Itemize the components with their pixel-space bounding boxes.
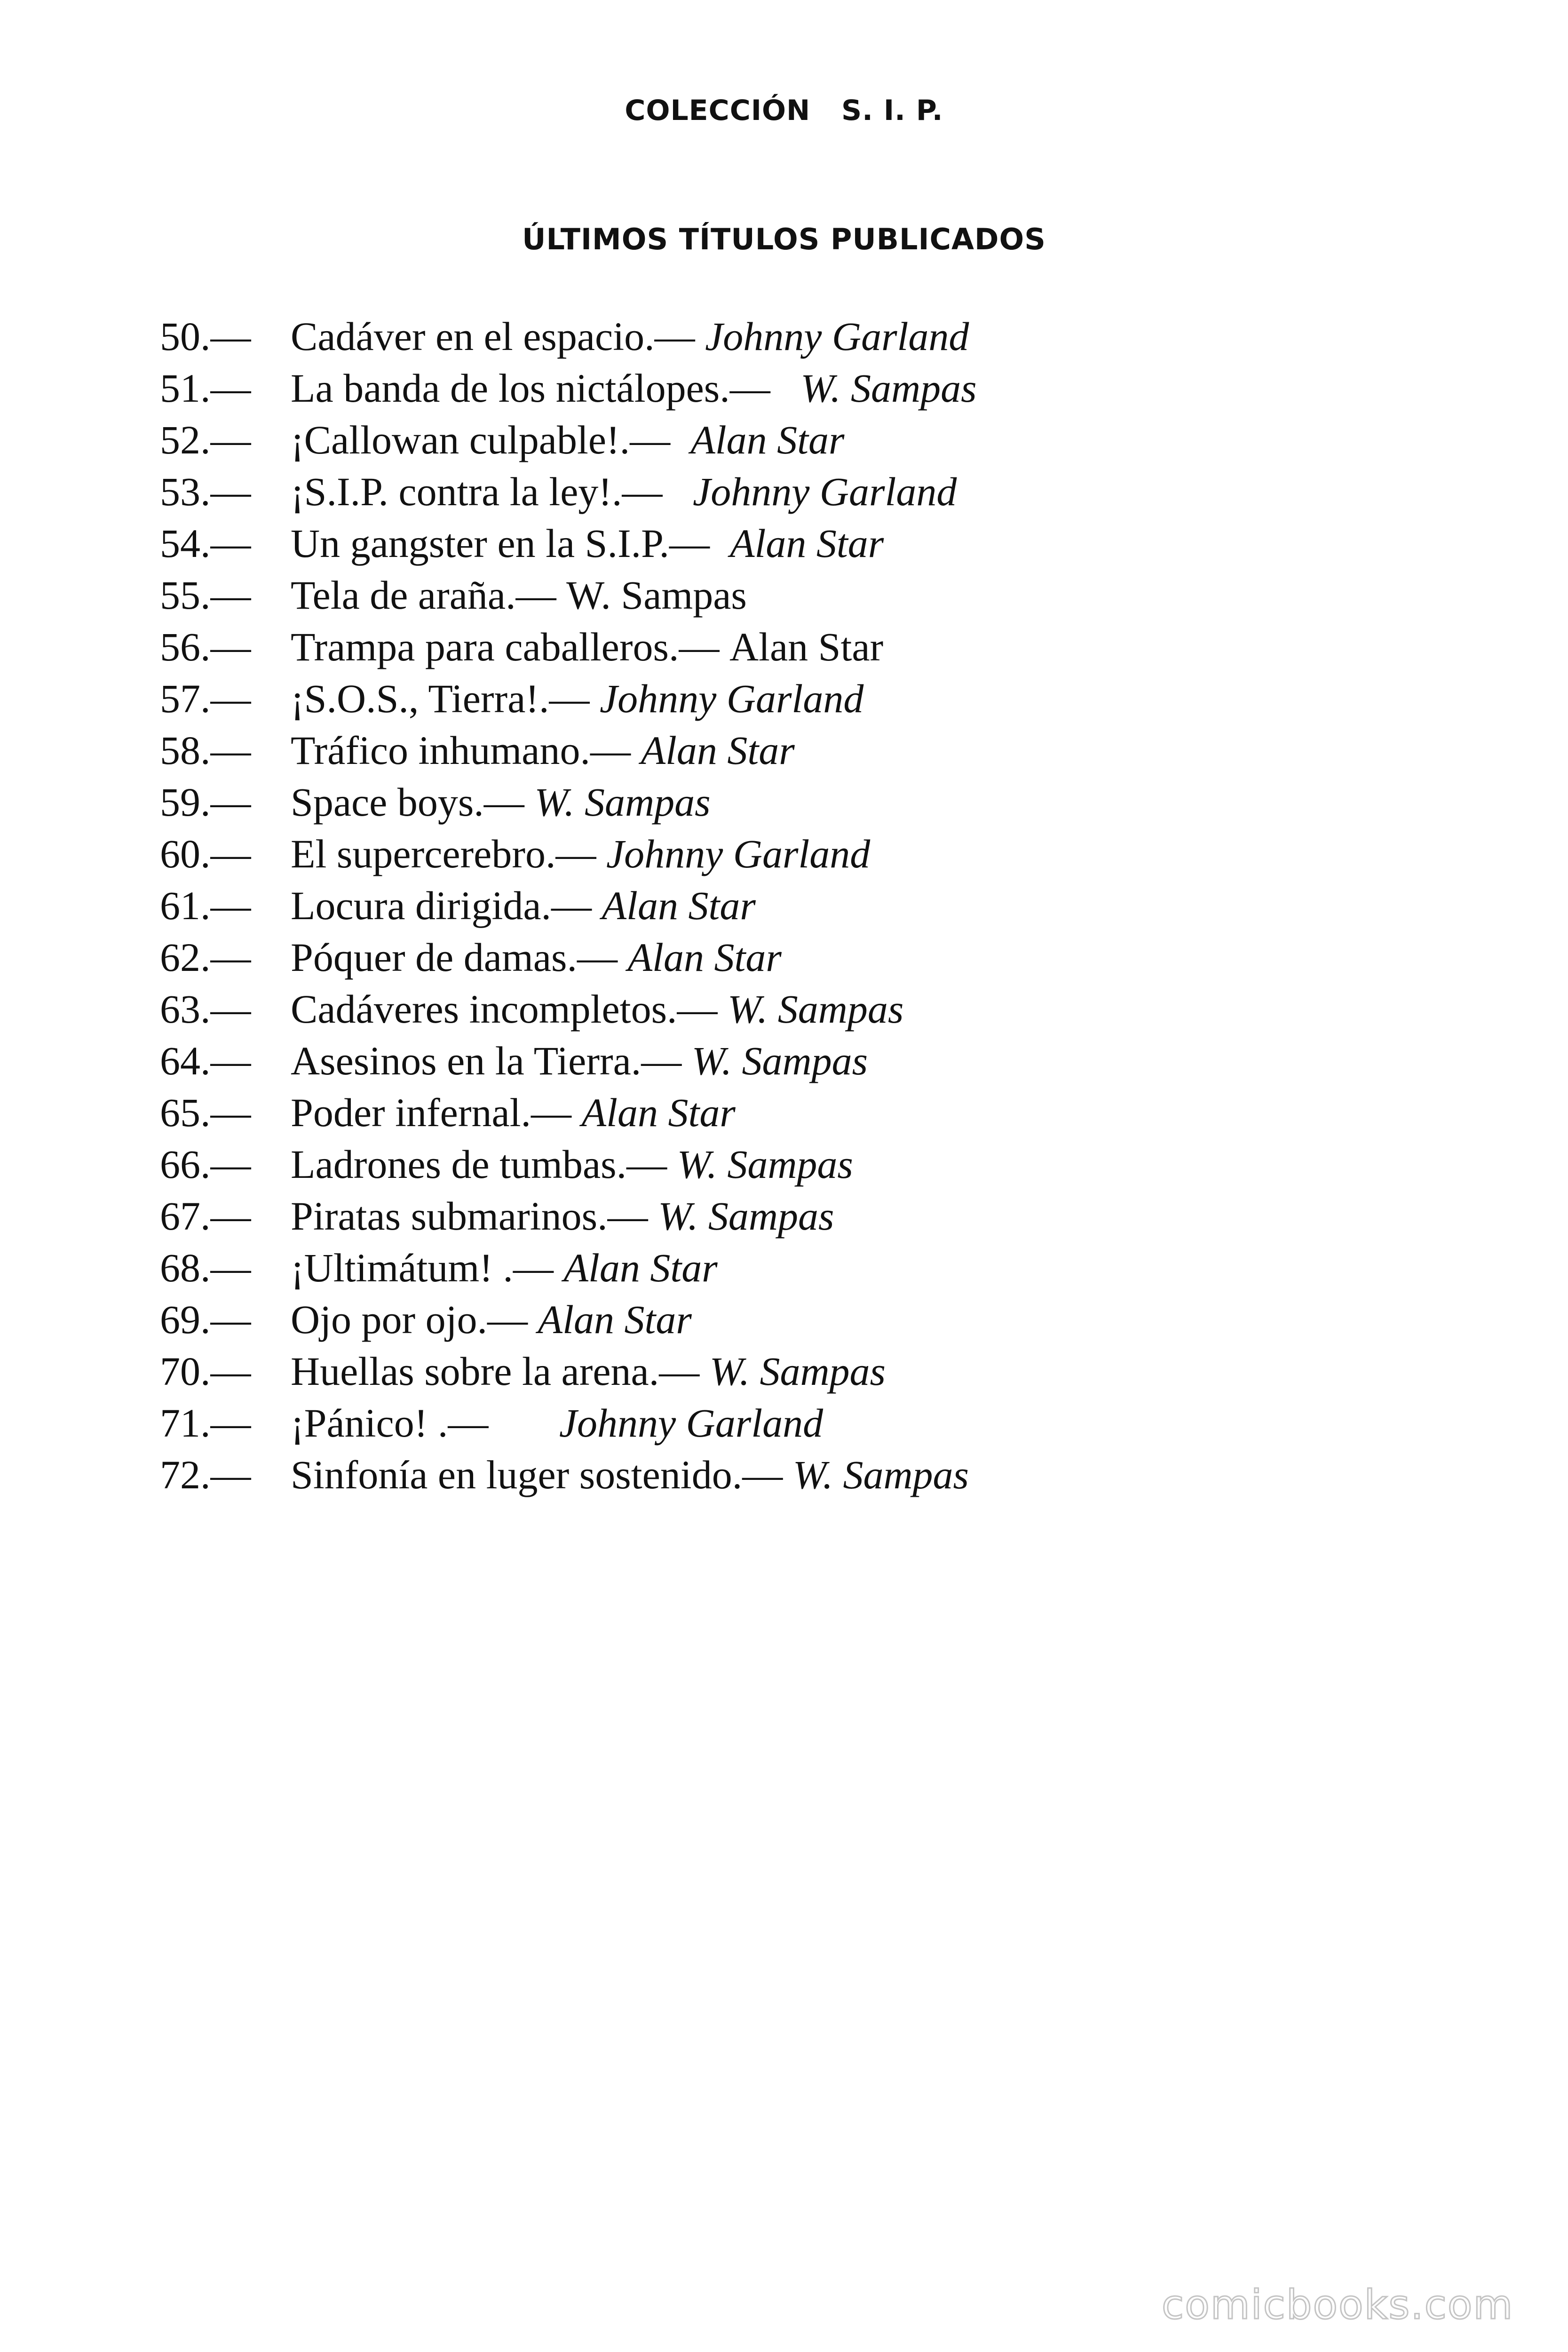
author-name: W. Sampas: [566, 572, 747, 618]
author-name: Alan Star: [729, 624, 884, 669]
book-title: ¡S.I.P. contra la ley!.—: [291, 469, 693, 514]
book-title: Sinfonía en luger sostenido.—: [291, 1452, 793, 1497]
book-title: Póquer de damas.—: [291, 935, 628, 980]
title-number: 68.—: [160, 1245, 251, 1290]
book-title: El supercerebro.—: [291, 831, 606, 876]
book-title: ¡Ultimátum! .—: [291, 1245, 564, 1290]
book-title: Locura dirigida.—: [291, 883, 602, 928]
author-name: W. Sampas: [728, 986, 904, 1032]
book-title: Un gangster en la S.I.P.—: [291, 521, 730, 566]
title-number: 58.—: [160, 728, 251, 773]
author-name: Alan Star: [641, 728, 795, 773]
title-list-item: [160, 983, 977, 1035]
book-title: Ladrones de tumbas.—: [291, 1142, 677, 1187]
book-title: ¡S.O.S., Tierra!.—: [291, 676, 600, 721]
title-number: 56.—: [160, 624, 251, 669]
author-name: W. Sampas: [534, 779, 711, 825]
book-title: Tráfico inhumano.—: [291, 728, 641, 773]
author-name: Johnny Garland: [559, 1400, 824, 1446]
book-title: Ojo por ojo.—: [291, 1297, 538, 1342]
book-title: Poder infernal.—: [291, 1090, 582, 1135]
title-list-item: [160, 776, 977, 828]
book-title: Piratas submarinos.—: [291, 1193, 658, 1239]
title-list-item: [160, 724, 977, 776]
title-number: 60.—: [160, 831, 251, 876]
title-list-item: [160, 414, 977, 466]
author-name: Alan Star: [690, 417, 845, 462]
book-title: Asesinos en la Tierra.—: [291, 1038, 692, 1083]
author-name: Johnny Garland: [705, 314, 969, 359]
title-number: 67.—: [160, 1193, 251, 1239]
title-list-item: [160, 673, 977, 724]
author-name: Alan Star: [538, 1297, 692, 1342]
watermark: comicbooks.com: [1162, 2281, 1514, 2328]
title-number: 63.—: [160, 986, 251, 1032]
title-list-item: [160, 880, 977, 931]
author-name: Johnny Garland: [693, 469, 957, 514]
title-number: 66.—: [160, 1142, 251, 1187]
title-number: 53.—: [160, 469, 251, 514]
title-number: 50.—: [160, 314, 251, 359]
title-list-item: [160, 466, 977, 517]
author-name: W. Sampas: [691, 1038, 868, 1083]
title-list-item: [160, 1035, 977, 1087]
title-list-item: [160, 569, 977, 621]
title-list-item: [160, 621, 977, 673]
book-title: Space boys.—: [291, 779, 535, 825]
title-number: 69.—: [160, 1297, 251, 1342]
title-number: 55.—: [160, 572, 251, 618]
title-list-item: [160, 310, 977, 362]
author-name: Alan Star: [581, 1090, 736, 1135]
section-title: ÚLTIMOS TÍTULOS PUBLICADOS: [522, 222, 1046, 256]
author-name: Johnny Garland: [606, 831, 871, 876]
author-name: W. Sampas: [677, 1142, 853, 1187]
title-list-item: [160, 1294, 977, 1345]
author-name: W. Sampas: [658, 1193, 834, 1239]
collection-title: COLECCIÓN S. I. P.: [625, 94, 943, 127]
book-title: Cadáver en el espacio.—: [291, 314, 705, 359]
book-title: Tela de araña.—: [291, 572, 567, 618]
book-title: Cadáveres incompletos.—: [291, 986, 728, 1032]
title-number: 52.—: [160, 417, 251, 462]
title-number: 59.—: [160, 779, 251, 825]
title-list-item: [160, 1449, 977, 1501]
title-number: 51.—: [160, 366, 251, 411]
title-number: 70.—: [160, 1349, 251, 1394]
title-number: 71.—: [160, 1400, 251, 1446]
book-title: Huellas sobre la arena.—: [291, 1349, 710, 1394]
title-number: 72.—: [160, 1452, 251, 1497]
title-list-item: [160, 1138, 977, 1190]
title-list-item: [160, 828, 977, 880]
title-list-item: [160, 1087, 977, 1138]
title-list-item: [160, 1242, 977, 1294]
title-number: 54.—: [160, 521, 251, 566]
title-number: 61.—: [160, 883, 251, 928]
title-number: 65.—: [160, 1090, 251, 1135]
title-list-item: [160, 1397, 977, 1449]
author-name: W. Sampas: [709, 1349, 886, 1394]
author-name: Alan Star: [627, 935, 782, 980]
book-title: Trampa para caballeros.—: [291, 624, 729, 669]
book-title: ¡Callowan culpable!.—: [291, 417, 691, 462]
title-list-item: [160, 931, 977, 983]
book-title: ¡Pánico! .—: [291, 1400, 559, 1446]
author-name: Johnny Garland: [600, 676, 864, 721]
title-number: 64.—: [160, 1038, 251, 1083]
title-list-item: [160, 1345, 977, 1397]
title-list-item: [160, 362, 977, 414]
title-list-item: [160, 1190, 977, 1242]
author-name: Alan Star: [563, 1245, 718, 1290]
author-name: W. Sampas: [800, 366, 977, 411]
title-number: 57.—: [160, 676, 251, 721]
title-list-item: [160, 517, 977, 569]
published-titles-list: [160, 310, 977, 1501]
book-title: La banda de los nictálopes.—: [291, 366, 801, 411]
author-name: Alan Star: [729, 521, 884, 566]
author-name: W. Sampas: [792, 1452, 969, 1497]
author-name: Alan Star: [602, 883, 756, 928]
title-number: 62.—: [160, 935, 251, 980]
